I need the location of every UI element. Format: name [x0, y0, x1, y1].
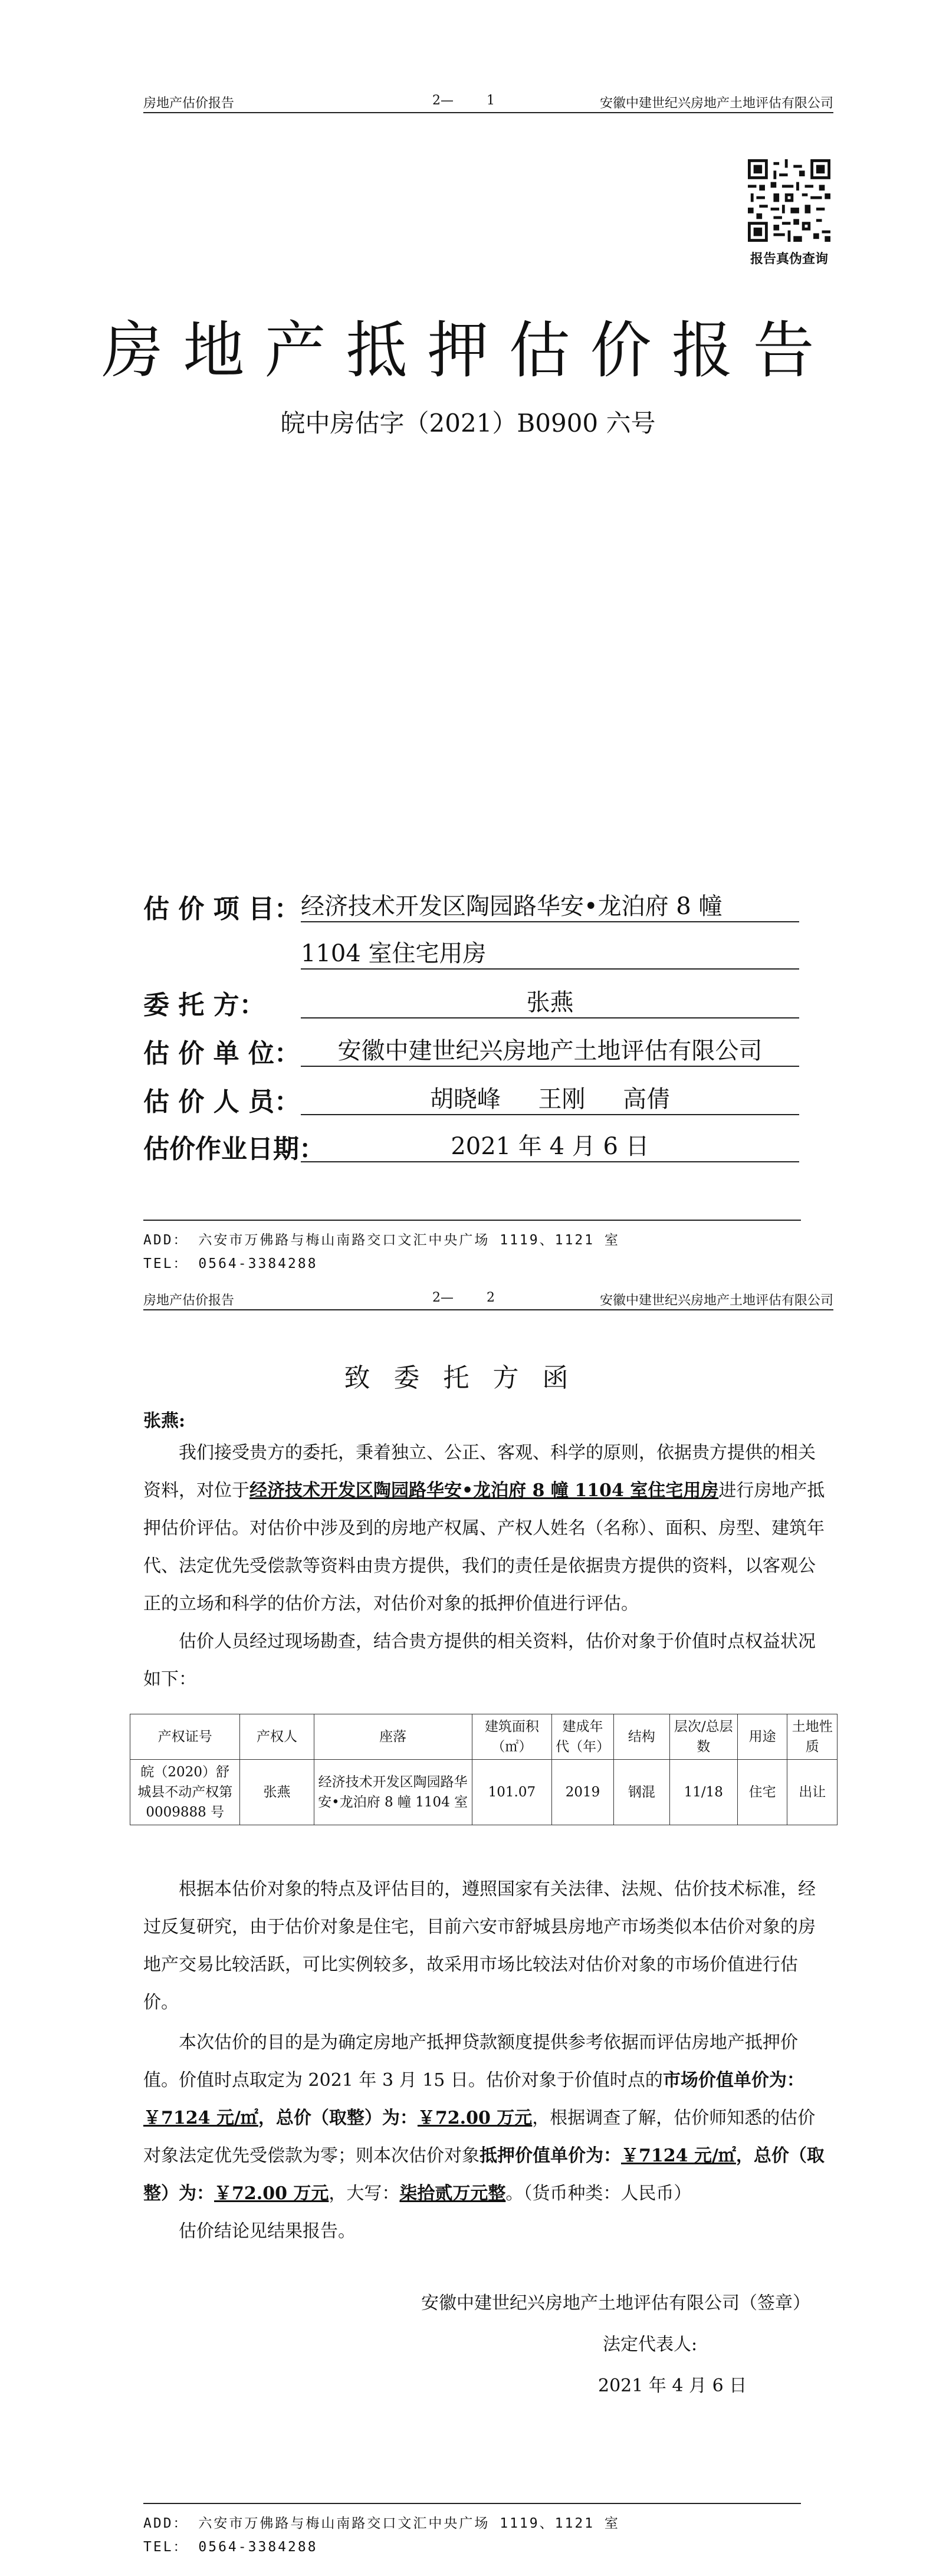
footer-divider — [143, 1220, 801, 1221]
paragraph-valuation-result — [143, 2024, 829, 2213]
footer-divider — [143, 2503, 801, 2504]
header-left: 房地产估价报告 — [143, 1293, 235, 1308]
table-header-cell: 产权人 — [240, 1714, 314, 1760]
page-header — [143, 88, 833, 113]
paragraph-text: ，根据调查了解，估价师知悉的估价对象法定优先受偿款为零；则本次估价对象 — [143, 2108, 816, 2166]
page-header — [143, 1286, 833, 1310]
footer-telephone: TEL： 0564-3384288 — [143, 2539, 318, 2555]
emphasis-text: ，总价（取整）为： — [258, 2108, 418, 2128]
header-page-number: 2— 2 — [432, 1290, 495, 1305]
qr-caption: 报告真伪查询 — [750, 251, 828, 267]
table-cell: 张燕 — [240, 1760, 314, 1825]
footer-telephone: TEL： 0564-3384288 — [143, 1256, 318, 1271]
signature-company: 安徽中建世纪兴房地产土地评估有限公司（签章） — [421, 2293, 810, 2314]
table-header-row — [130, 1714, 838, 1760]
property-address-highlight: 经济技术开发区陶园路华安•龙泊府 8 幢 1104 室住宅用房 — [249, 1480, 719, 1501]
paragraph-engagement — [143, 1434, 829, 1623]
paragraph-text: ，大写： — [329, 2183, 400, 2204]
amount-in-words: 柒拾贰万元整 — [399, 2183, 506, 2204]
salutation: 张燕: — [143, 1411, 186, 1431]
paragraph-text: 进行房地产抵押估价评估。对估价中涉及到的房地产权属、产权人姓名（名称）、面积、房型、建筑年代、法定优先受偿款等资料由贵方提供，我们的责任是依据贵方提供的资料，以客观公正的立场和科学的估价方法，对估价对象的抵押价值进行评估。 — [143, 1480, 825, 1614]
paragraph-text: 。（货币种类：人民币） — [505, 2183, 692, 2204]
emphasis-text: 市场价值单价为： — [662, 2070, 804, 2091]
field-value-project-line2: 1104 室住宅用房 — [301, 935, 799, 970]
field-value-valuer-org: 安徽中建世纪兴房地产土地评估有限公司 — [301, 1032, 799, 1067]
table-header-cell: 座落 — [314, 1714, 472, 1760]
qr-code-icon[interactable] — [748, 159, 830, 242]
table-cell: 住宅 — [737, 1760, 787, 1825]
footer-address: ADD： 六安市万佛路与梅山南路交口文汇中央广场 1119、1121 室 — [143, 1233, 620, 1248]
emphasis-text: ，总价（取整）为： — [143, 2145, 825, 2204]
field-label-valuer-org: 估 价 单 位： — [143, 1039, 300, 1069]
table-cell: 钢混 — [614, 1760, 670, 1825]
table-cell: 2019 — [552, 1760, 614, 1825]
table-header-cell: 层次/总层数 — [669, 1714, 737, 1760]
table-cell: 出让 — [787, 1760, 838, 1825]
table-cell: 经济技术开发区陶园路华安•龙泊府 8 幢 1104 室 — [314, 1760, 472, 1825]
document-number: 皖中房估字（2021）B0900 六号 — [280, 409, 656, 438]
footer-address: ADD： 六安市万佛路与梅山南路交口文汇中央广场 1119、1121 室 — [143, 2516, 620, 2531]
table-header-cell: 用途 — [737, 1714, 787, 1760]
table-header-cell: 产权证号 — [130, 1714, 240, 1760]
property-rights-table — [130, 1714, 838, 1825]
paragraph-method: 根据本估价对象的特点及评估目的，遵照国家有关法律、法规、估价技术标准，经过反复研究，由于估价对象是住宅，目前六安市舒城县房地产市场类似本估价对象的房地产交易比较活跃，可比实例较多，故采用市场比较法对估价对象的市场价值进行估价。 — [143, 1879, 816, 2013]
table-header-cell: 建筑面积（㎡） — [472, 1714, 551, 1760]
table-cell: 11/18 — [669, 1760, 737, 1825]
table-row — [130, 1760, 838, 1825]
table-cell: 皖（2020）舒城县不动产权第 0009888 号 — [130, 1760, 240, 1825]
field-label-date: 估价作业日期： — [143, 1134, 325, 1164]
emphasis-text: 抵押价值单价为： — [480, 2145, 621, 2166]
table-header-cell: 结构 — [614, 1714, 670, 1760]
field-value-date: 2021 年 4 月 6 日 — [301, 1128, 799, 1162]
header-page-number: 2— 1 — [432, 93, 495, 108]
paragraph-text: 我们接受贵方的委托，秉着独立、公正、客观、科学的原则，依据贵方提供的相关资料，对位于 — [143, 1443, 816, 1501]
table-cell: 101.07 — [472, 1760, 551, 1825]
table-header-cell: 土地性质 — [787, 1714, 838, 1760]
signature-date: 2021 年 4 月 6 日 — [598, 2375, 747, 2396]
field-label-client: 委 托 方： — [143, 990, 265, 1020]
paragraph-conclusion: 估价结论见结果报告。 — [179, 2221, 356, 2242]
signature-legal-rep: 法定代表人: — [603, 2334, 698, 2355]
field-label-project: 估 价 项 目： — [143, 894, 300, 924]
paragraph-inspection: 估价人员经过现场勘查，结合贵方提供的相关资料，估价对象于价值时点权益状况如下： — [143, 1631, 816, 1690]
header-right: 安徽中建世纪兴房地产土地评估有限公司 — [599, 1293, 833, 1308]
field-value-client: 张燕 — [301, 984, 799, 1018]
mortgage-total-price: ￥72.00 万元 — [214, 2183, 329, 2204]
header-left: 房地产估价报告 — [143, 96, 235, 111]
market-unit-price: ￥7124 元/㎡ — [143, 2108, 258, 2128]
paragraph-text: 本次估价的目的是为确定房地产抵押贷款额度提供参考依据而评估房地产抵押价值。价值时点取定为 2021 年 3 月 15 日。估价对象于价值时点的 — [143, 2032, 798, 2091]
field-label-valuers: 估 价 人 员： — [143, 1087, 300, 1117]
header-right: 安徽中建世纪兴房地产土地评估有限公司 — [599, 96, 833, 111]
field-value-valuers: 胡晓峰 王刚 高倩 — [301, 1080, 799, 1115]
report-title: 房地产抵押估价报告 — [101, 314, 835, 386]
table-header-cell: 建成年代（年） — [552, 1714, 614, 1760]
mortgage-unit-price: ￥7124 元/㎡ — [621, 2145, 736, 2166]
field-value-project: 经济技术开发区陶园路华安•龙泊府 8 幢 — [301, 888, 799, 922]
letter-title: 致委托方函 — [344, 1363, 592, 1393]
market-total-price: ￥72.00 万元 — [417, 2108, 533, 2128]
